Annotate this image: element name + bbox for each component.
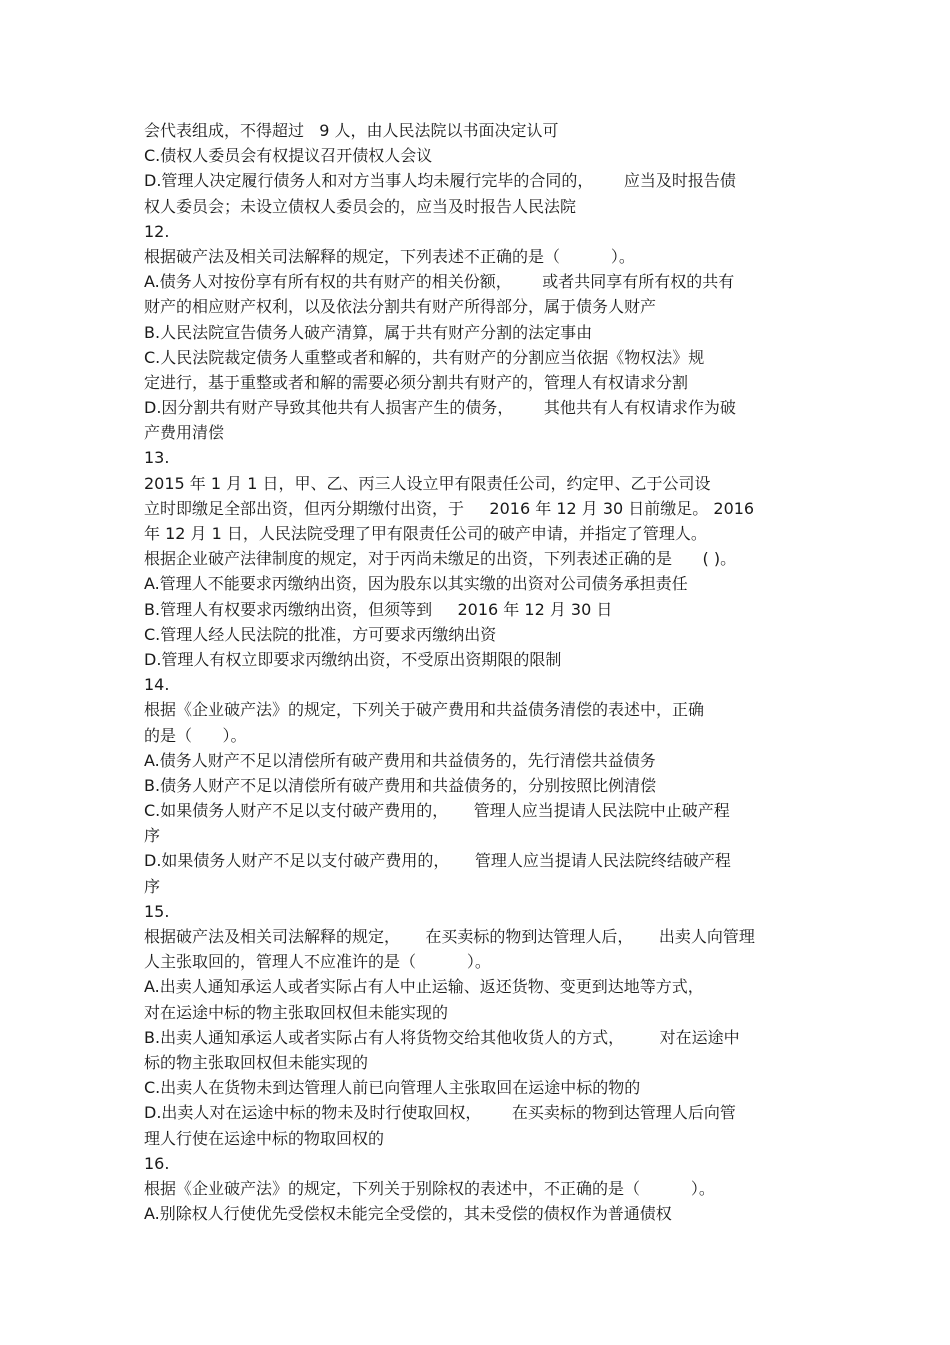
text-line: D.如果债务人财产不足以支付破产费用的， 管理人应当提请人民法院终结破产程 [144,851,731,871]
text-line: 16. [144,1153,170,1173]
text-line: 年 12 月 1 日，人民法院受理了甲有限责任公司的破产申请，并指定了管理人。 [144,524,707,543]
text-line: 的是（ ）。 [144,725,247,745]
text-line: B.出卖人通知承运人或者实际占有人将货物交给其他收货人的方式， 对在运途中 [144,1027,740,1047]
text-line: A.债务人财产不足以清偿所有破产费用和共益债务的，先行清偿共益债务 [144,750,656,770]
text-line: 根据《企业破产法》的规定，下列关于别除权的表述中，不正确的是（ ）。 [144,1178,715,1198]
text-line: D.出卖人对在运途中标的物未及时行使取回权， 在买卖标的物到达管理人后向管 [144,1103,736,1123]
text-line: 序 [144,876,161,896]
text-line: 15. [144,901,170,921]
text-line: C.如果债务人财产不足以支付破产费用的， 管理人应当提请人民法院中止破产程 [144,801,730,821]
text-line: 产费用清偿 [144,423,225,443]
text-line: C.管理人经人民法院的批准，方可要求丙缴纳出资 [144,624,497,644]
text-line: 对在运途中标的物主张取回权但未能实现的 [144,1002,449,1022]
text-line: 立时即缴足全部出资，但丙分期缴付出资，于 2016 年 12 月 30 日前缴足。 2016 [144,498,755,518]
text-line: 人主张取回的，管理人不应准许的是（ ）。 [144,952,491,972]
text-line: 权人委员会；未设立债权人委员会的，应当及时报告人民法院 [144,196,577,216]
text-line: 序 [144,826,161,846]
text-line: 根据《企业破产法》的规定，下列关于破产费用和共益债务清偿的表述中，正确 [144,700,705,720]
text-line: 定进行，基于重整或者和解的需要必须分割共有财产的，管理人有权请求分割 [144,372,689,392]
text-line: D.管理人决定履行债务人和对方当事人均未履行完毕的合同的， 应当及时报告债 [144,171,736,191]
text-line: A.管理人不能要求丙缴纳出资，因为股东以其实缴的出资对公司债务承担责任 [144,574,688,594]
text-line: 理人行使在运途中标的物取回权的 [144,1128,385,1148]
text-line: D.因分割共有财产导致其他共有人损害产生的债务， 其他共有人有权请求作为破 [144,398,736,418]
text-line: C.债权人委员会有权提议召开债权人会议 [144,146,433,166]
text-line: 根据破产法及相关司法解释的规定， 在买卖标的物到达管理人后， 出卖人向管理 [144,927,755,946]
text-line: 会代表组成，不得超过 9 人，由人民法院以书面决定认可 [144,121,559,140]
text-line: A.债务人对按份享有所有权的共有财产的相关份额， 或者共同享有所有权的共有 [144,272,735,292]
text-line: 13. [144,448,170,468]
text-line: D.管理人有权立即要求丙缴纳出资，不受原出资期限的限制 [144,649,562,669]
text-line: 12. [144,221,170,241]
text-line: 财产的相应财产权利，以及依法分割共有财产所得部分，属于债务人财产 [144,297,657,317]
text-line: 标的物主张取回权但未能实现的 [144,1052,369,1072]
text-line: C.出卖人在货物未到达管理人前已向管理人主张取回在运途中标的物的 [144,1078,641,1098]
text-line: A.别除权人行使优先受偿权未能完全受偿的，其未受偿的债权作为普通债权 [144,1204,672,1224]
text-line: B.债务人财产不足以清偿所有破产费用和共益债务的，分别按照比例清偿 [144,775,657,795]
text-line: A.出卖人通知承运人或者实际占有人中止运输、返还货物、变更到达地等方式， [144,977,704,997]
text-line: 14. [144,675,170,695]
text-line: B.管理人有权要求丙缴纳出资，但须等到 2016 年 12 月 30 日 [144,599,613,619]
document-page [144,118,824,1226]
text-line: 2015 年 1 月 1 日，甲、乙、丙三人设立甲有限责任公司，约定甲、乙于公司设 [144,473,711,493]
text-line: C.人民法院裁定债务人重整或者和解的，共有财产的分割应当依据《物权法》规 [144,347,705,367]
text-line: B.人民法院宣告债务人破产清算，属于共有财产分割的法定事由 [144,322,593,342]
text-line: 根据破产法及相关司法解释的规定，下列表述不正确的是（ ）。 [144,246,635,266]
text-line: 根据企业破产法律制度的规定，对于丙尚未缴足的出资，下列表述正确的是 ( )。 [144,549,737,569]
